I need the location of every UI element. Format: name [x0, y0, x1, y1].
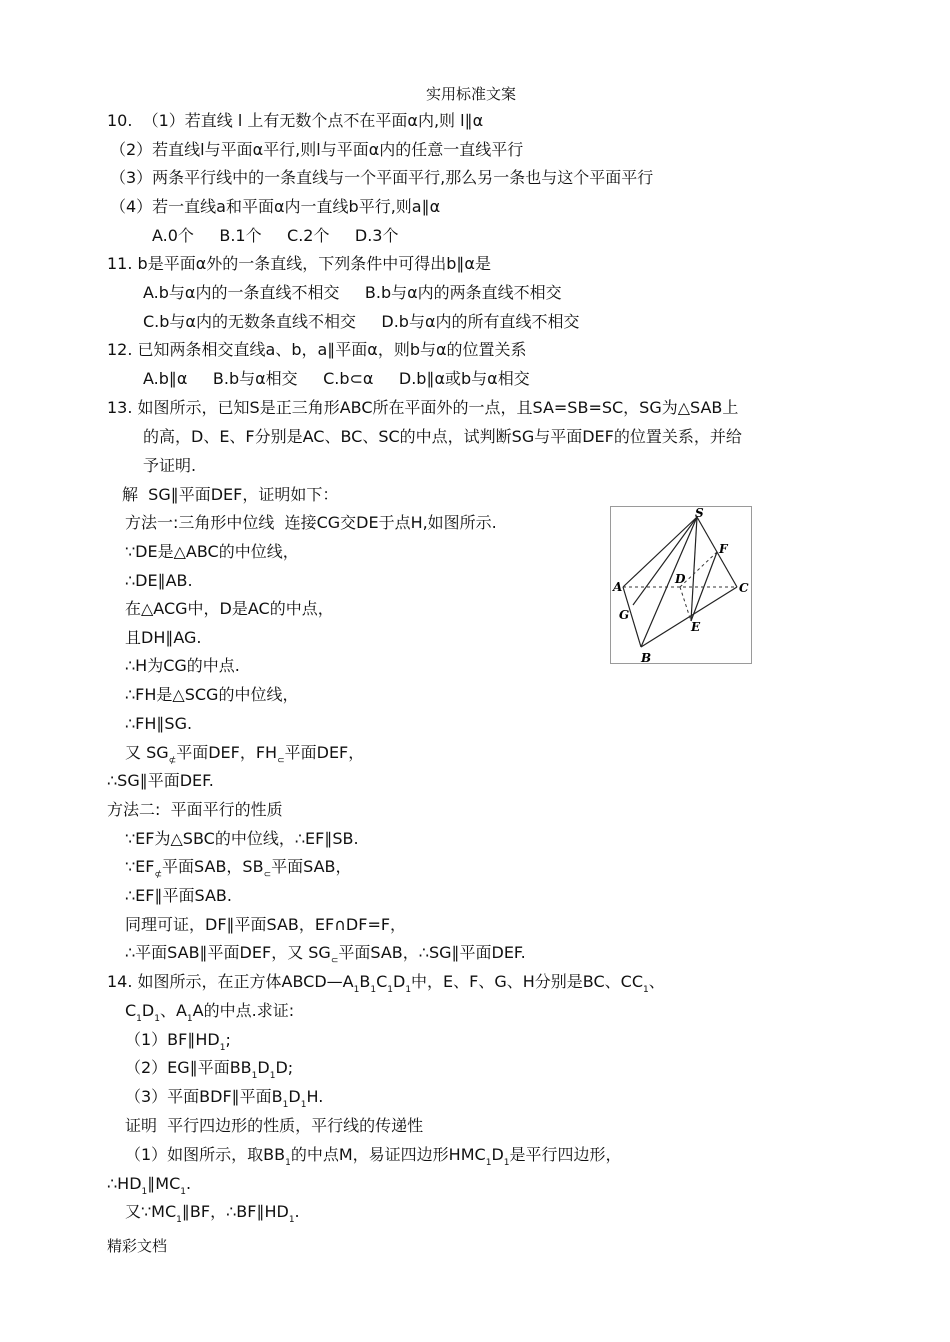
q13-stem-line-2: 的高，D、E、F分别是AC、BC、SC的中点，试判断SG与平面DEF的位置关系，并给 [143, 427, 742, 446]
q13-step-6: ∴FH是△SCG的中位线， [125, 685, 299, 704]
subscript: 1 [136, 1014, 142, 1024]
q14-proof-intro: 证明 平行四边形的性质，平行线的传递性 [125, 1116, 424, 1135]
text: . [294, 1202, 300, 1221]
page-header: 实用标准文案 [426, 85, 517, 103]
q13-step-9: ∴SG∥平面DEF. [107, 771, 214, 790]
q13-step-5: ∴H为CG的中点. [125, 656, 240, 675]
text: 平面SAB，∴SG∥平面DEF. [338, 943, 526, 962]
subscript: 1 [269, 1071, 276, 1081]
text: 又∵MC [125, 1202, 177, 1221]
text: 、 [648, 972, 665, 991]
subscript: 1 [154, 1014, 160, 1024]
not-subset-symbol: ⊄ [154, 870, 163, 880]
text: 平面DEF，FH [176, 743, 278, 762]
q11-options-ab: A.b与α内的一条直线不相交 B.b与α内的两条直线不相交 [143, 283, 562, 302]
q13-solution-intro: 解 SG∥平面DEF，证明如下： [122, 485, 339, 504]
q13-step-8 [125, 743, 364, 766]
text: 14. 如图所示，在正方体ABCD—A [107, 972, 354, 991]
subset-symbol: ⊂ [330, 956, 339, 966]
label-d: D [675, 572, 686, 586]
text: A的中点.求证: [192, 1001, 295, 1020]
text: （1）BF∥HD [125, 1030, 220, 1049]
text: ∥MC [147, 1174, 181, 1193]
text: D [288, 1087, 301, 1106]
text: 平面SAB，SB [162, 857, 264, 876]
q13-step-2: ∴DE∥AB. [125, 571, 193, 590]
subscript: 1 [387, 985, 393, 995]
q13-m2-step-1: ∵EF为△SBC的中位线，∴EF∥SB. [125, 829, 359, 848]
text: D [141, 1001, 155, 1020]
q14-claim-3 [125, 1087, 323, 1110]
q13-m2-step-3: ∴EF∥平面SAB. [125, 886, 232, 905]
text: D; [275, 1058, 294, 1077]
q13-m2-step-5 [125, 943, 526, 966]
subscript: 1 [370, 985, 377, 995]
subscript: 1 [176, 1215, 182, 1225]
text: B [359, 972, 371, 991]
q13-step-3: 在△ACG中，D是AC的中点， [125, 599, 334, 618]
text: ∥BF，∴BF∥HD [181, 1202, 289, 1221]
text: H. [306, 1087, 324, 1106]
q13-stem-line-1: 13. 如图所示，已知S是正三角形ABC所在平面外的一点，且SA=SB=SC，SG为△SAB上 [107, 398, 739, 417]
q13-step-7: ∴FH∥SG. [125, 714, 193, 733]
q11-options-cd: C.b与α内的无数条直线不相交 D.b与α内的所有直线不相交 [143, 312, 580, 331]
text: D [491, 1145, 504, 1164]
q14-claim-1 [125, 1030, 231, 1053]
text: D [257, 1058, 270, 1077]
subscript: 1 [503, 1158, 510, 1168]
q13-step-1: ∵DE是△ABC的中位线， [125, 542, 299, 561]
text: （3）平面BDF∥平面B [125, 1087, 283, 1106]
text: （2）EG∥平面BB [125, 1058, 252, 1077]
text: 中，E、F、G、H分别是BC、CC [411, 972, 644, 991]
pyramid-diagram [611, 507, 751, 663]
subscript: 1 [353, 985, 360, 995]
text: ∵EF [125, 857, 155, 876]
q13-method-1: 方法一:三角形中位线 连接CG交DE于点H,如图所示. [125, 513, 497, 532]
q13-m2-step-4: 同理可证，DF∥平面SAB，EF∩DF=F， [125, 915, 407, 934]
text: 是平行四边形， [509, 1145, 622, 1164]
q12-options: A.b∥α B.b与α相交 C.b⊂α D.b∥α或b与α相交 [143, 369, 530, 388]
text: 又 SG [125, 743, 169, 762]
subscript: 1 [180, 1187, 186, 1197]
q10-statement-3: （3）两条平行线中的一条直线与一个平面平行,那么另一条也与这个平面平行 [110, 168, 654, 187]
subscript: 1 [288, 1215, 295, 1225]
subscript: 1 [485, 1158, 492, 1168]
subset-symbol: ⊂ [277, 756, 285, 766]
subscript: 1 [300, 1100, 307, 1110]
q10-options: A.0个 B.1个 C.2个 D.3个 [152, 226, 399, 245]
label-a: A [613, 580, 623, 594]
text: C [125, 1001, 137, 1020]
q13-geometry-figure [610, 506, 752, 664]
text: 的中点M，易证四边形HMC [290, 1145, 486, 1164]
q14-claim-2 [125, 1058, 293, 1081]
label-e: E [691, 620, 701, 634]
q10-stem: 10. （1）若直线 l 上有无数个点不在平面α内,则 l∥α [107, 111, 484, 130]
q12-stem: 12. 已知两条相交直线a、b，a∥平面α，则b与α的位置关系 [107, 340, 527, 359]
page-footer: 精彩文档 [107, 1237, 168, 1255]
q14-stem-line-1 [107, 972, 665, 995]
label-s: S [695, 507, 704, 520]
subset-symbol: ⊂ [263, 870, 272, 880]
subscript: 1 [285, 1158, 291, 1168]
text: . [185, 1174, 192, 1193]
q14-proof-step-3 [125, 1202, 300, 1225]
subscript: 1 [282, 1100, 289, 1110]
subscript: 1 [186, 1014, 193, 1024]
q13-method-2: 方法二: 平面平行的性质 [107, 800, 283, 819]
text: （1）如图所示，取BB [125, 1145, 286, 1164]
label-f: F [719, 542, 728, 556]
label-b: B [641, 651, 652, 663]
text: ∴HD [107, 1174, 142, 1193]
q13-step-4: 且DH∥AG. [125, 628, 202, 647]
label-c: C [739, 581, 749, 595]
q14-proof-step-1 [125, 1145, 622, 1168]
subscript: 1 [251, 1071, 258, 1081]
q13-stem-line-3: 予证明. [143, 456, 197, 475]
q14-proof-step-2 [107, 1174, 191, 1197]
label-g: G [619, 608, 630, 622]
q10-statement-2: （2）若直线l与平面α平行,则l与平面α内的任意一直线平行 [110, 140, 524, 159]
text: 平面SAB， [271, 857, 352, 876]
text: C [376, 972, 388, 991]
text: D [392, 972, 406, 991]
text: ; [225, 1030, 231, 1049]
text: 、A [159, 1001, 187, 1020]
text: ∴平面SAB∥平面DEF，又 SG [125, 943, 331, 962]
q14-stem-line-2 [125, 1001, 294, 1024]
subscript: 1 [219, 1043, 226, 1053]
subscript: 1 [405, 985, 412, 995]
subscript: 1 [141, 1187, 148, 1197]
q13-m2-step-2 [125, 857, 352, 880]
subscript: 1 [643, 985, 649, 995]
q10-statement-4: （4）若一直线a和平面α内一直线b平行,则a∥α [110, 197, 441, 216]
text: 平面DEF， [284, 743, 365, 762]
q11-stem: 11. b是平面α外的一条直线，下列条件中可得出b∥α是 [107, 254, 491, 273]
not-subset-symbol: ⊄ [168, 756, 177, 766]
